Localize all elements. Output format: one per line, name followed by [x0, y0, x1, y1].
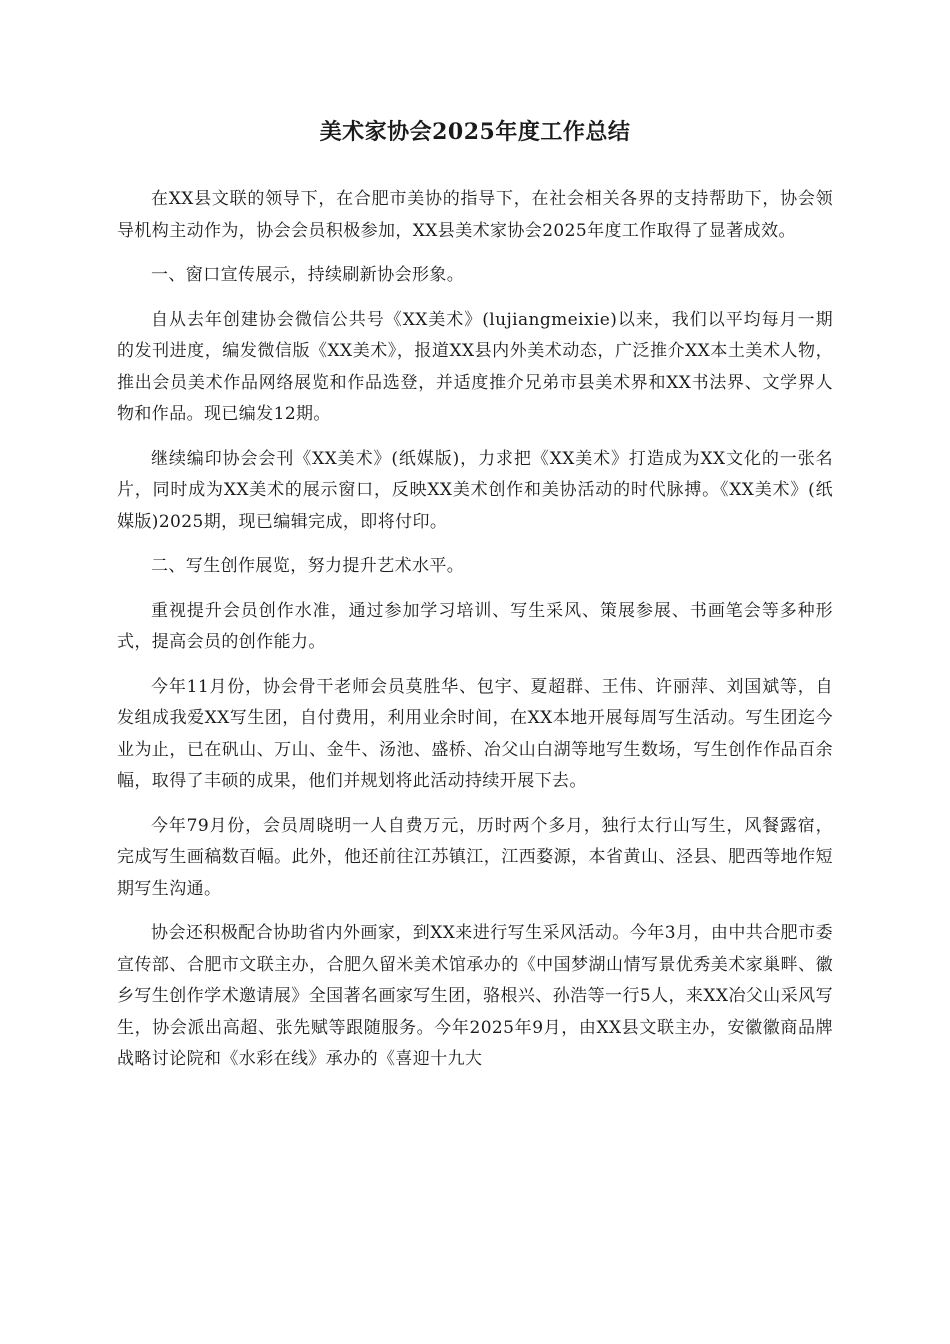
- document-page: [117, 112, 833, 1089]
- section-heading-2: 二、写生创作展览，努力提升艺术水平。: [151, 556, 465, 576]
- document-title: 美术家协会2025年度工作总结: [319, 119, 631, 145]
- paragraph-taihang: 今年79月份，会员周晓明一人自费万元，历时两个多月，独行太行山写生，风餐露宿，完成写生画稿数百幅。此外，他还前往江苏镇江，江西婺源，本省黄山、泾县、肥西等地作短期写生沟通。: [117, 815, 833, 899]
- paragraph-creation-level: 重视提升会员创作水准，通过参加学习培训、写生采风、策展参展、书画笔会等多种形式，提高会员的创作能力。: [117, 600, 833, 652]
- paragraph-sketch-group: 今年11月份，协会骨干老师会员莫胜华、包宇、夏超群、王伟、许丽萍、刘国斌等，自发组成我爱XX写生团，自付费用，利用业余时间，在XX本地开展每周写生活动。写生团迄今业为止，已在矾山、万山、金牛、汤池、盛桥、冶父山白湖等地写生数场，写生创作作品百余幅，取得了丰硕的成果，他们并规划将此活动持续开展下去。: [117, 676, 833, 791]
- paragraph-intro: 在XX县文联的领导下，在合肥市美协的指导下，在社会相关各界的支持帮助下，协会领导机构主动作为，协会会员积极参加，XX县美术家协会2025年度工作取得了显著成效。: [117, 189, 833, 241]
- paragraph-wechat: 自从去年创建协会微信公共号《XX美术》(lujiangmeixie)以来，我们以平均每月一期的发刊进度，编发微信版《XX美术》，报道XX县内外美术动态，广泛推介XX本土美术人物，推出会员美术作品网络展览和作品选登，并适度推介兄弟市县美术界和XX书法界、文学界人物和作品。现已编发12期。: [117, 309, 833, 424]
- paragraph-print-journal: 继续编印协会会刊《XX美术》(纸媒版)，力求把《XX美术》打造成为XX文化的一张名片，同时成为XX美术的展示窗口，反映XX美术创作和美协活动的时代脉搏。《XX美术》(纸媒版)2025期，现已编辑完成，即将付印。: [117, 448, 833, 532]
- paragraph-cooperation: 协会还积极配合协助省内外画家，到XX来进行写生采风活动。今年3月，由中共合肥市委宣传部、合肥市文联主办，合肥久留米美术馆承办的《中国梦湖山情写景优秀美术家巢畔、徽乡写生创作学术邀请展》全国著名画家写生团，骆根兴、孙浩等一行5人，来XX冶父山采风写生，协会派出高超、张先赋等跟随服务。今年2025年9月，由XX县文联主办，安徽徽商品牌战略讨论院和《水彩在线》承办的《喜迎十九大: [117, 923, 833, 1069]
- section-heading-1: 一、窗口宣传展示，持续刷新协会形象。: [151, 265, 465, 285]
